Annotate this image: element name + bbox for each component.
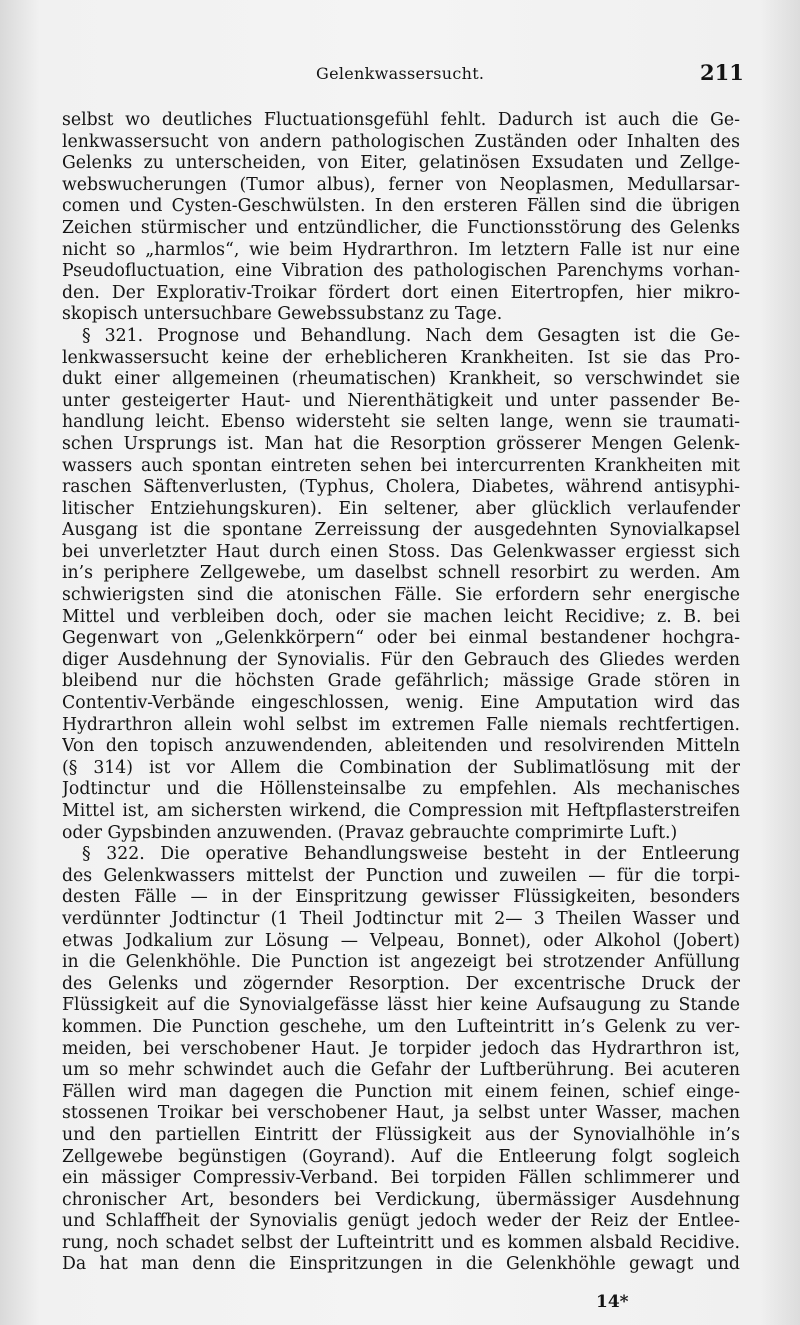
text-line: Mittel und verbleiben doch, oder sie machen leicht Recidive; z. B. bei (62, 606, 740, 627)
text-line: schen Ursprungs ist. Man hat die Resorption grösserer Mengen Gelenk- (62, 433, 740, 454)
text-line: des Gelenks und zögernder Resorption. Der excentrische Druck der (62, 973, 740, 994)
text-line: wassers auch spontan eintreten sehen bei intercurrenten Krankheiten mit (62, 455, 740, 476)
text-line: Fällen wird man dagegen die Punction mit einem feinen, schief einge- (62, 1081, 740, 1102)
text-line: ein mässiger Compressiv-Verband. Bei torpiden Fällen schlimmerer und (62, 1168, 740, 1189)
text-line: Zeichen stürmischer und entzündlicher, die Functionsstörung des Gelenks (62, 217, 740, 238)
text-line: selbst wo deutliches Fluctuationsgefühl fehlt. Dadurch ist auch die Ge- (62, 110, 740, 130)
signature-mark: 14* (596, 1292, 629, 1312)
text-line: des Gelenkwassers mittelst der Punction und zuweilen — für die torpi- (62, 865, 740, 886)
text-line: Zellgewebe begünstigen (Goyrand). Auf die Entleerung folgt sogleich (62, 1146, 740, 1167)
text-line: chronischer Art, besonders bei Verdickung, übermässiger Ausdehnung (62, 1189, 740, 1210)
page-number: 211 (700, 60, 744, 85)
text-line: in die Gelenkhöhle. Die Punction ist angezeigt bei strotzender Anfüllung (62, 952, 740, 973)
text-line: diger Ausdehnung der Synovialis. Für den Gebrauch des Gliedes werden (62, 649, 740, 670)
text-line: lenkwassersucht von andern pathologischen Zuständen oder Inhalten des (62, 131, 740, 152)
page-header (0, 58, 800, 92)
text-line: nicht so „harmlos“, wie beim Hydrarthron. Im letztern Falle ist nur eine (62, 239, 740, 260)
text-line: stossenen Troikar bei verschobener Haut, ja selbst unter Wasser, machen (62, 1103, 740, 1124)
running-head: Gelenkwassersucht. (316, 64, 485, 83)
text-line: Da hat man denn die Einspritzungen in die Gelenkhöhle gewagt und (62, 1254, 740, 1275)
text-line: skopisch untersuchbare Gewebssubstanz zu Tage. (62, 304, 503, 325)
section-heading-line: § 321. Prognose und Behandlung. Nach dem Gesagten ist die Ge- (82, 325, 740, 346)
text-line: verdünnter Jodtinctur (1 Theil Jodtinctur mit 2— 3 Theilen Wasser und (62, 908, 740, 929)
text-line: bleibend nur die höchsten Grade gefährlich; mässige Grade stören in (62, 671, 740, 692)
text-line: in’s periphere Zellgewebe, um daselbst schnell resorbirt zu werden. Am (62, 563, 740, 584)
text-line: dukt einer allgemeinen (rheumatischen) Krankheit, so verschwindet sie (62, 369, 740, 390)
text-line: comen und Cysten-Geschwülsten. In den ersteren Fällen sind die übrigen (62, 196, 740, 217)
text-line: Mittel ist, am sichersten wirkend, die Compression mit Heftpflasterstreifen (62, 801, 740, 821)
text-line: oder Gypsbinden anzuwenden. (Pravaz gebrauchte comprimirte Luft.) (62, 822, 678, 843)
text-line: Gelenks zu unterscheiden, von Eiter, gelatinösen Exsudaten und Zellge- (62, 153, 740, 174)
text-line: Jodtinctur und die Höllensteinsalbe zu empfehlen. Als mechanisches (62, 779, 740, 800)
text-line: und den partiellen Eintritt der Flüssigkeit aus der Synovialhöhle in’s (62, 1124, 740, 1145)
body-text (62, 110, 740, 1298)
text-line: lenkwassersucht keine der erheblicheren Krankheiten. Ist sie das Pro- (62, 347, 740, 368)
text-line: handlung leicht. Ebenso widersteht sie selten lange, wenn sie traumati- (62, 412, 740, 433)
text-line: Flüssigkeit auf die Synovialgefässe lässt hier keine Aufsaugung zu Stande (62, 995, 740, 1016)
text-line (62, 1276, 740, 1298)
text-line: kommen. Die Punction geschehe, um den Lufteintritt in’s Gelenk zu ver- (62, 1016, 740, 1037)
section-heading-line: § 322. Die operative Behandlungsweise besteht in der Entleerung (82, 844, 740, 865)
text-line: rung, noch schadet selbst der Lufteintritt und es kommen alsbald Recidive. (62, 1232, 740, 1253)
text-line: unter gesteigerter Haut- und Nierenthätigkeit und unter passender Be- (62, 390, 740, 411)
text-line: Gegenwart von „Gelenkkörpern“ oder bei einmal bestandener hochgra- (62, 628, 740, 649)
text-line: Hydrarthron allein wohl selbst im extremen Falle niemals rechtfertigen. (62, 714, 740, 735)
text-line: webswucherungen (Tumor albus), ferner von Neoplasmen, Medullarsar- (62, 174, 740, 195)
text-line: meiden, bei verschobener Haut. Je torpider jedoch das Hydrarthron ist, (62, 1038, 740, 1059)
text-line: desten Fälle — in der Einspritzung gewisser Flüssigkeiten, besonders (62, 887, 740, 908)
text-line: Von den topisch anzuwendenden, ableitenden und resolvirenden Mitteln (62, 736, 740, 757)
text-line: schwierigsten sind die atonischen Fälle. Sie erfordern sehr energische (62, 585, 740, 606)
text-line: Contentiv-Verbände eingeschlossen, wenig. Eine Amputation wird das (62, 693, 740, 714)
text-line: um so mehr schwindet auch die Gefahr der Luftberührung. Bei acuteren (62, 1060, 740, 1081)
text-line: litischer Entziehungskuren). Ein seltener, aber glücklich verlaufender (62, 498, 740, 519)
text-line: (§ 314) ist vor Allem die Combination der Sublimatlösung mit der (62, 757, 740, 778)
text-line: Pseudofluctuation, eine Vibration des pathologischen Parenchyms vorhan- (62, 261, 740, 282)
text-line: raschen Säftenverlusten, (Typhus, Cholera, Diabetes, während antisyphi- (62, 477, 740, 498)
text-line: und Schlaffheit der Synovialis genügt jedoch weder der Reiz der Entlee- (62, 1211, 740, 1232)
text-line: bei unverletzter Haut durch einen Stoss. Das Gelenkwasser ergiesst sich (62, 541, 740, 562)
text-line: den. Der Explorativ-Troikar fördert dort einen Eitertropfen, hier mikro- (62, 282, 740, 303)
text-line: etwas Jodkalium zur Lösung — Velpeau, Bonnet), oder Alkohol (Jobert) (62, 930, 740, 951)
text-line: Ausgang ist die spontane Zerreissung der ausgedehnten Synovialkapsel (62, 520, 740, 541)
